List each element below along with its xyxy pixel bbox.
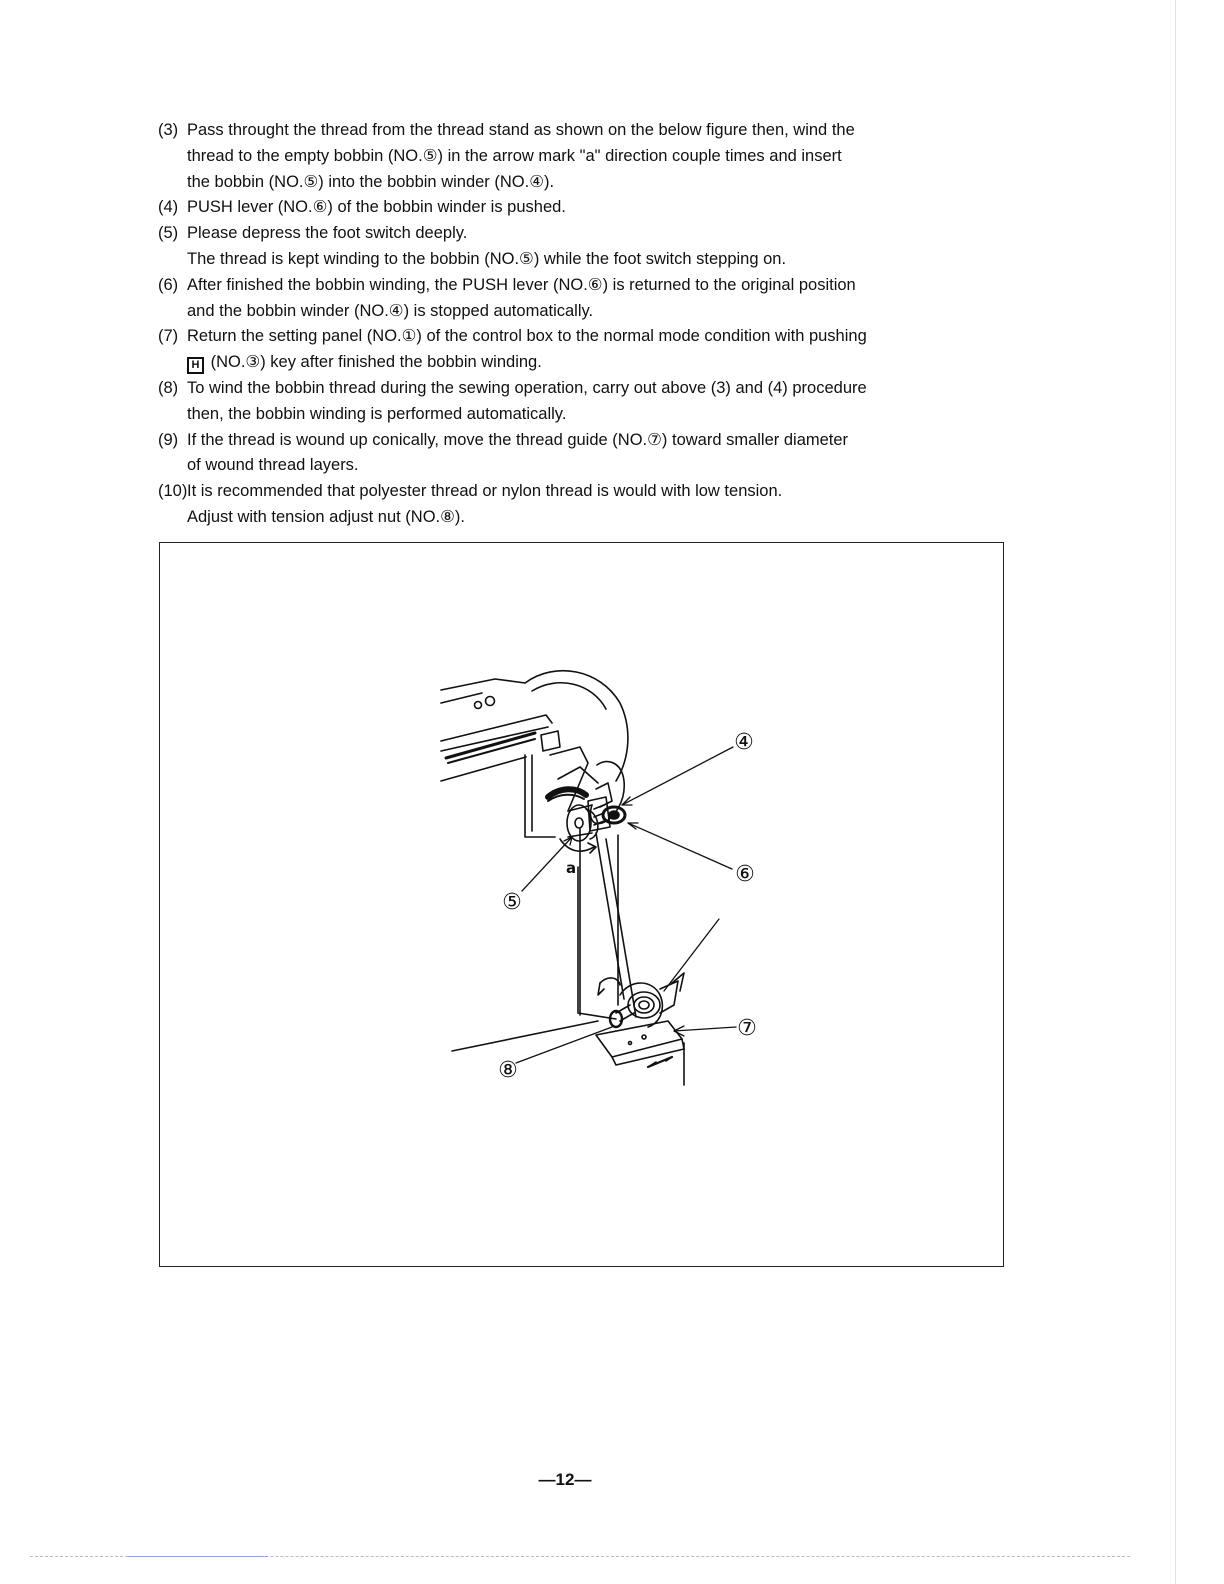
bobbin-winder-figure (159, 542, 1004, 1267)
arrow-label-a: a (565, 859, 577, 877)
step-9 (158, 428, 1008, 480)
step-text-with-key (187, 350, 1008, 376)
thread-path (580, 829, 636, 1017)
step-number: (9) (158, 430, 179, 449)
step-5 (158, 221, 1008, 273)
step-number: (7) (158, 327, 179, 346)
step-8 (158, 376, 1008, 428)
table-edges (452, 867, 616, 1051)
step-text: After finished the bobbin winding, the PUSH lever (NO.⑥) is returned to the original position (187, 275, 856, 294)
step-text: (NO.③) key after finished the bobbin winding. (210, 353, 542, 372)
step-text: Pass throught the thread from the thread stand as shown on the below figure then, wind the (187, 121, 855, 139)
step-number: (5) (158, 224, 179, 243)
step-text: Return the setting panel (NO.①) of the control box to the normal mode condition with pushing (187, 327, 867, 346)
bobbin-winder-mechanism (548, 747, 625, 831)
scan-artifact-line (128, 1556, 268, 1557)
step-text: and the bobbin winder (NO.④) is stopped automatically. (187, 301, 594, 320)
step-text: Please depress the foot switch deeply. (187, 224, 468, 243)
step-number: (10) (158, 482, 188, 501)
callout-4: ④ (734, 730, 754, 755)
step-text: thread to the empty bobbin (NO.⑤) in the arrow mark "a" direction couple times and insert (187, 146, 842, 165)
callout-8: ⑧ (498, 1058, 518, 1083)
screw-icon (475, 702, 482, 709)
screw-icon (486, 697, 495, 706)
step-3 (158, 118, 1008, 195)
step-text: then, the bobbin winding is performed automatically. (187, 404, 567, 423)
step-text: The thread is kept winding to the bobbin (NO.⑤) while the foot switch stepping on. (187, 249, 787, 268)
step-number: (3) (158, 121, 179, 139)
instruction-list (158, 118, 1008, 531)
step-text: If the thread is wound up conically, move the thread guide (NO.⑦) toward smaller diameter (187, 430, 849, 449)
step-10 (158, 479, 1008, 531)
page-edge-line (1175, 0, 1176, 1584)
step-text: To wind the bobbin thread during the sewing operation, carry out above (3) and (4) procedure (187, 378, 867, 397)
step-text: PUSH lever (NO.⑥) of the bobbin winder is pushed. (187, 198, 566, 217)
step-6 (158, 273, 1008, 325)
callout-5: ⑤ (502, 890, 522, 915)
step-7 (158, 324, 1008, 376)
step-text: It is recommended that polyester thread or nylon thread is would with low tension. (187, 482, 783, 501)
step-number: (8) (158, 378, 179, 397)
step-number: (4) (158, 198, 179, 217)
callout-7: ⑦ (737, 1016, 757, 1041)
thread-tension-assembly (596, 973, 684, 1085)
step-text: of wound thread layers. (187, 456, 359, 475)
step-number: (6) (158, 275, 179, 294)
page-number: —12— (538, 1470, 592, 1489)
callout-6: ⑥ (735, 862, 755, 887)
rotation-arrow-icon (598, 983, 604, 995)
h-key-icon: H (187, 357, 204, 374)
step-text: Adjust with tension adjust nut (NO.⑧). (187, 507, 465, 526)
bobbin (560, 805, 598, 853)
bobbin-winder-illustration (160, 543, 1005, 1268)
machine-arm (441, 671, 628, 837)
step-text: the bobbin (NO.⑤) into the bobbin winder (NO.④). (187, 172, 555, 191)
step-4 (158, 195, 1008, 221)
